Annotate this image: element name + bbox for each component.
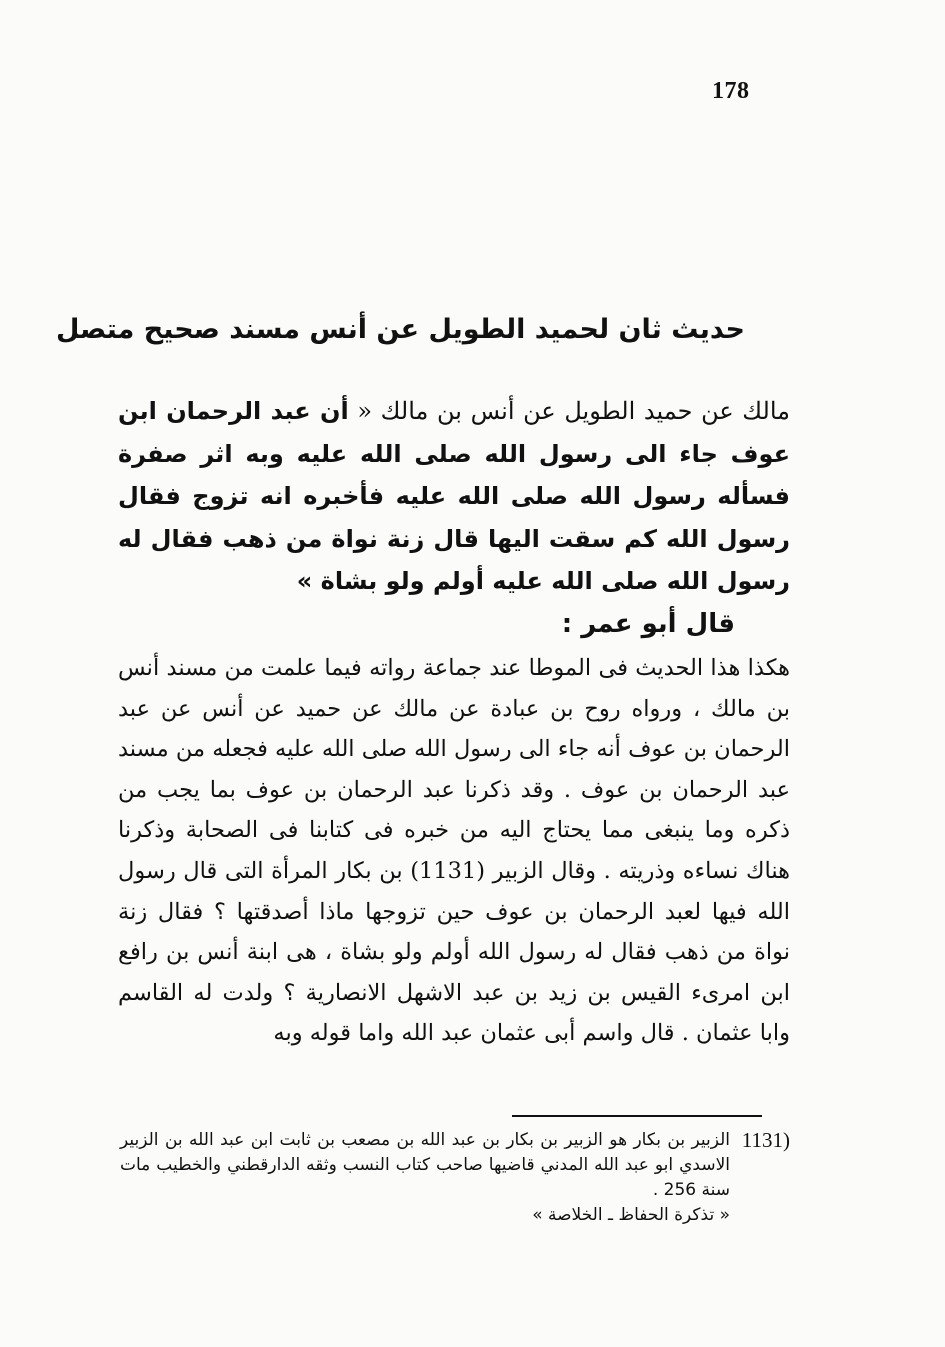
footnote-number: 1131): [741, 1128, 790, 1152]
footnote-divider: [512, 1115, 762, 1117]
footnote-body: [120, 1128, 730, 1228]
page-number: 178: [712, 78, 750, 104]
commentary-paragraph: هكذا هذا الحديث فى الموطا عند جماعة رواته فيما علمت من مسند أنس بن مالك ، ورواه روح بن عبادة عن مالك عن حميد عن أنس عن عبد الرحمان بن عوف أنه جاء الى رسول الله صلى الله عليه فجعله من مسند عبد الرحمان بن عوف . وقد ذكرنا عبد الرحمان بن عوف بما يجب من ذكره وما ينبغى مما يحتاج اليه من خبره فى كتابنا فى الصحابة وذكرنا هناك نساءه وذريته . وقال الزبير (1131) بن بكار المرأة التى قال رسول الله فيها لعبد الرحمان بن عوف حين تزوجها ماذا أصدقتها ؟ فقال زنة نواة من ذهب فقال له رسول الله أولم ولو بشاة ، هى ابنة أنس بن رافع ابن امرىء القيس بن زيد بن عبد الاشهل الانصارية ؟ ولدت له القاسم وابا عثمان . قال واسم أبى عثمان عبد الله واما قوله وبه: [118, 655, 790, 1047]
footnote-text: الزبير بن بكار هو الزبير بن بكار بن عبد الله بن مصعب بن ثابت ابن عبد الله بن الزبير الاسدي ابو عبد الله المدني قاضيها صاحب كتاب النسب وثقه الدارقطني والخطيب مات سنة 256 .: [120, 1130, 730, 1200]
commentary-subheading: قال أبو عمر :: [561, 609, 735, 639]
hadith-paragraph: [118, 390, 790, 603]
hadith-text: أن عبد الرحمان ابن عوف جاء الى رسول الله صلى الله عليه وبه اثر صفرة فسأله رسول الله صلى الله عليه فأخبره انه تزوج فقال رسول الله كم سقت اليها قال زنة نواة من ذهب فقال له رسول الله صلى الله عليه أولم ولو بشاة »: [118, 397, 790, 595]
footnote-source: « تذكرة الحفاظ ـ الخلاصة »: [532, 1205, 730, 1225]
section-heading: حديث ثان لحميد الطويل عن أنس مسند صحيح متصل: [55, 314, 745, 345]
footnote: [120, 1128, 790, 1228]
hadith-narrator-chain: مالك عن حميد الطويل عن أنس بن مالك «: [348, 397, 790, 425]
